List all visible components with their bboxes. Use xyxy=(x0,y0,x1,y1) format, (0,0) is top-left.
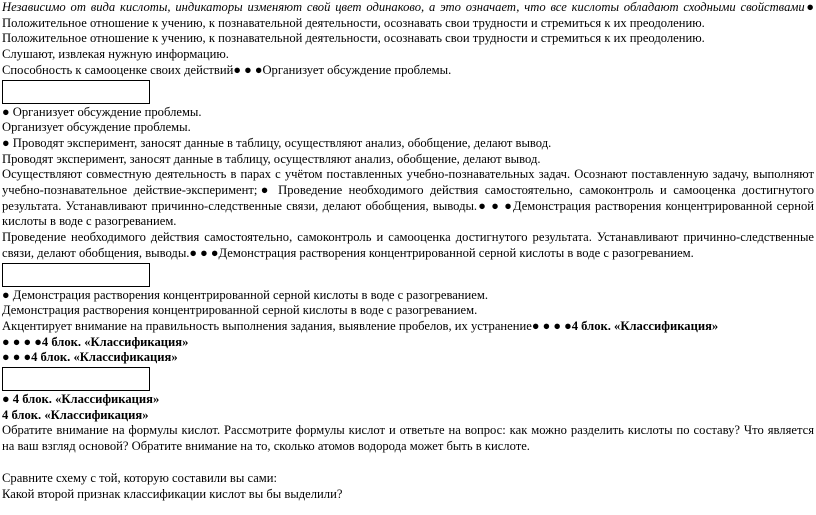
attention-text: Акцентирует внимание на правильность выполнения задания, выявление пробелов, их устранение xyxy=(2,318,532,333)
paragraph-self-assessment: Способность к самооценке своих действий● ● ●Организует обсуждение проблемы. xyxy=(2,62,452,77)
blank-line xyxy=(2,455,814,471)
empty-box xyxy=(2,80,150,104)
block-heading: 4 блок. «Классификация» xyxy=(2,407,149,422)
bullet-text: ● Положительное отношение к учению, к познавательной деятельности, осознавать свои трудности и стремиться к их преодолению. xyxy=(2,0,814,30)
italic-statement: Независимо от вида кислоты, индикаторы изменяют свой цвет одинаково, а это означает, что все кислоты обладают сходными свойствами xyxy=(2,0,805,14)
paragraph-experiment: Проводят эксперимент, заносят данные в таблицу, осуществляют анализ, обобщение, делают вывод. xyxy=(2,151,541,166)
paragraph-attitude: Положительное отношение к учению, к познавательной деятельности, осознавать свои трудности и стремиться к их преодолению. xyxy=(2,31,705,46)
paragraph-question: Какой второй признак классификации кислот вы бы выделили? xyxy=(2,486,343,501)
paragraph-demo-bullet: ● Демонстрация растворения концентрированной серной кислоты в воде с разогреванием. xyxy=(2,287,488,302)
paragraph-joint-activity: Осуществляют совместную деятельность в парах с учётом поставленных учебно-познавательных задач. Осознают поставленную задачу, выполняют учебно-познавательное действие-эксперимент;● Проведение необходимого действия самостоятельно, самоконтроль и самооценка достигнутого результата. Устанавливают причинно-следственные связи, делают обобщения, выводы.● ● ●Демонстрация растворения концентрированной серной кислоты в воде с разогреванием. xyxy=(2,167,814,229)
paragraph-formulas: Обратите внимание на формулы кислот. Рассмотрите формулы кислот и ответьте на вопрос: как можно разделить кислоты по составу? Что является на ваш взгляд основой? Обратите внимание на то, сколько атомов водорода может быть в кислоте. xyxy=(2,423,814,454)
paragraph-discussion: Организует обсуждение проблемы. xyxy=(2,120,191,135)
paragraph-intro xyxy=(2,0,814,31)
paragraph-experiment-bullet: ● Проводят эксперимент, заносят данные в таблицу, осуществляют анализ, обобщение, делают вывод. xyxy=(2,135,552,150)
paragraph-discussion-bullet: ● Организует обсуждение проблемы. xyxy=(2,104,202,119)
paragraph-compare: Сравните схему с той, которую составили вы сами: xyxy=(2,470,277,485)
empty-box xyxy=(2,367,150,391)
block-heading-1-bullet: ● 4 блок. «Классификация» xyxy=(2,392,160,407)
block-heading-4-bullets: ● ● ● ●4 блок. «Классификация» xyxy=(2,334,189,349)
block-heading-3-bullets: ● ● ●4 блок. «Классификация» xyxy=(2,350,178,365)
paragraph-action: Проведение необходимого действия самостоятельно, самоконтроль и самооценка достигнутого результата. Устанавливают причинно-следственные связи, делают обобщения, выводы.● ● ●Демонстрация растворения концентрированной серной кислоты в воде с разогреванием. xyxy=(2,230,814,260)
block-heading: ● ● ● ●4 блок. «Классификация» xyxy=(531,318,719,333)
paragraph-listening: Слушают, извлекая нужную информацию. xyxy=(2,47,229,62)
empty-box xyxy=(2,263,150,287)
paragraph-demo: Демонстрация растворения концентрированной серной кислоты в воде с разогреванием. xyxy=(2,303,478,318)
paragraph-attention xyxy=(2,319,814,335)
